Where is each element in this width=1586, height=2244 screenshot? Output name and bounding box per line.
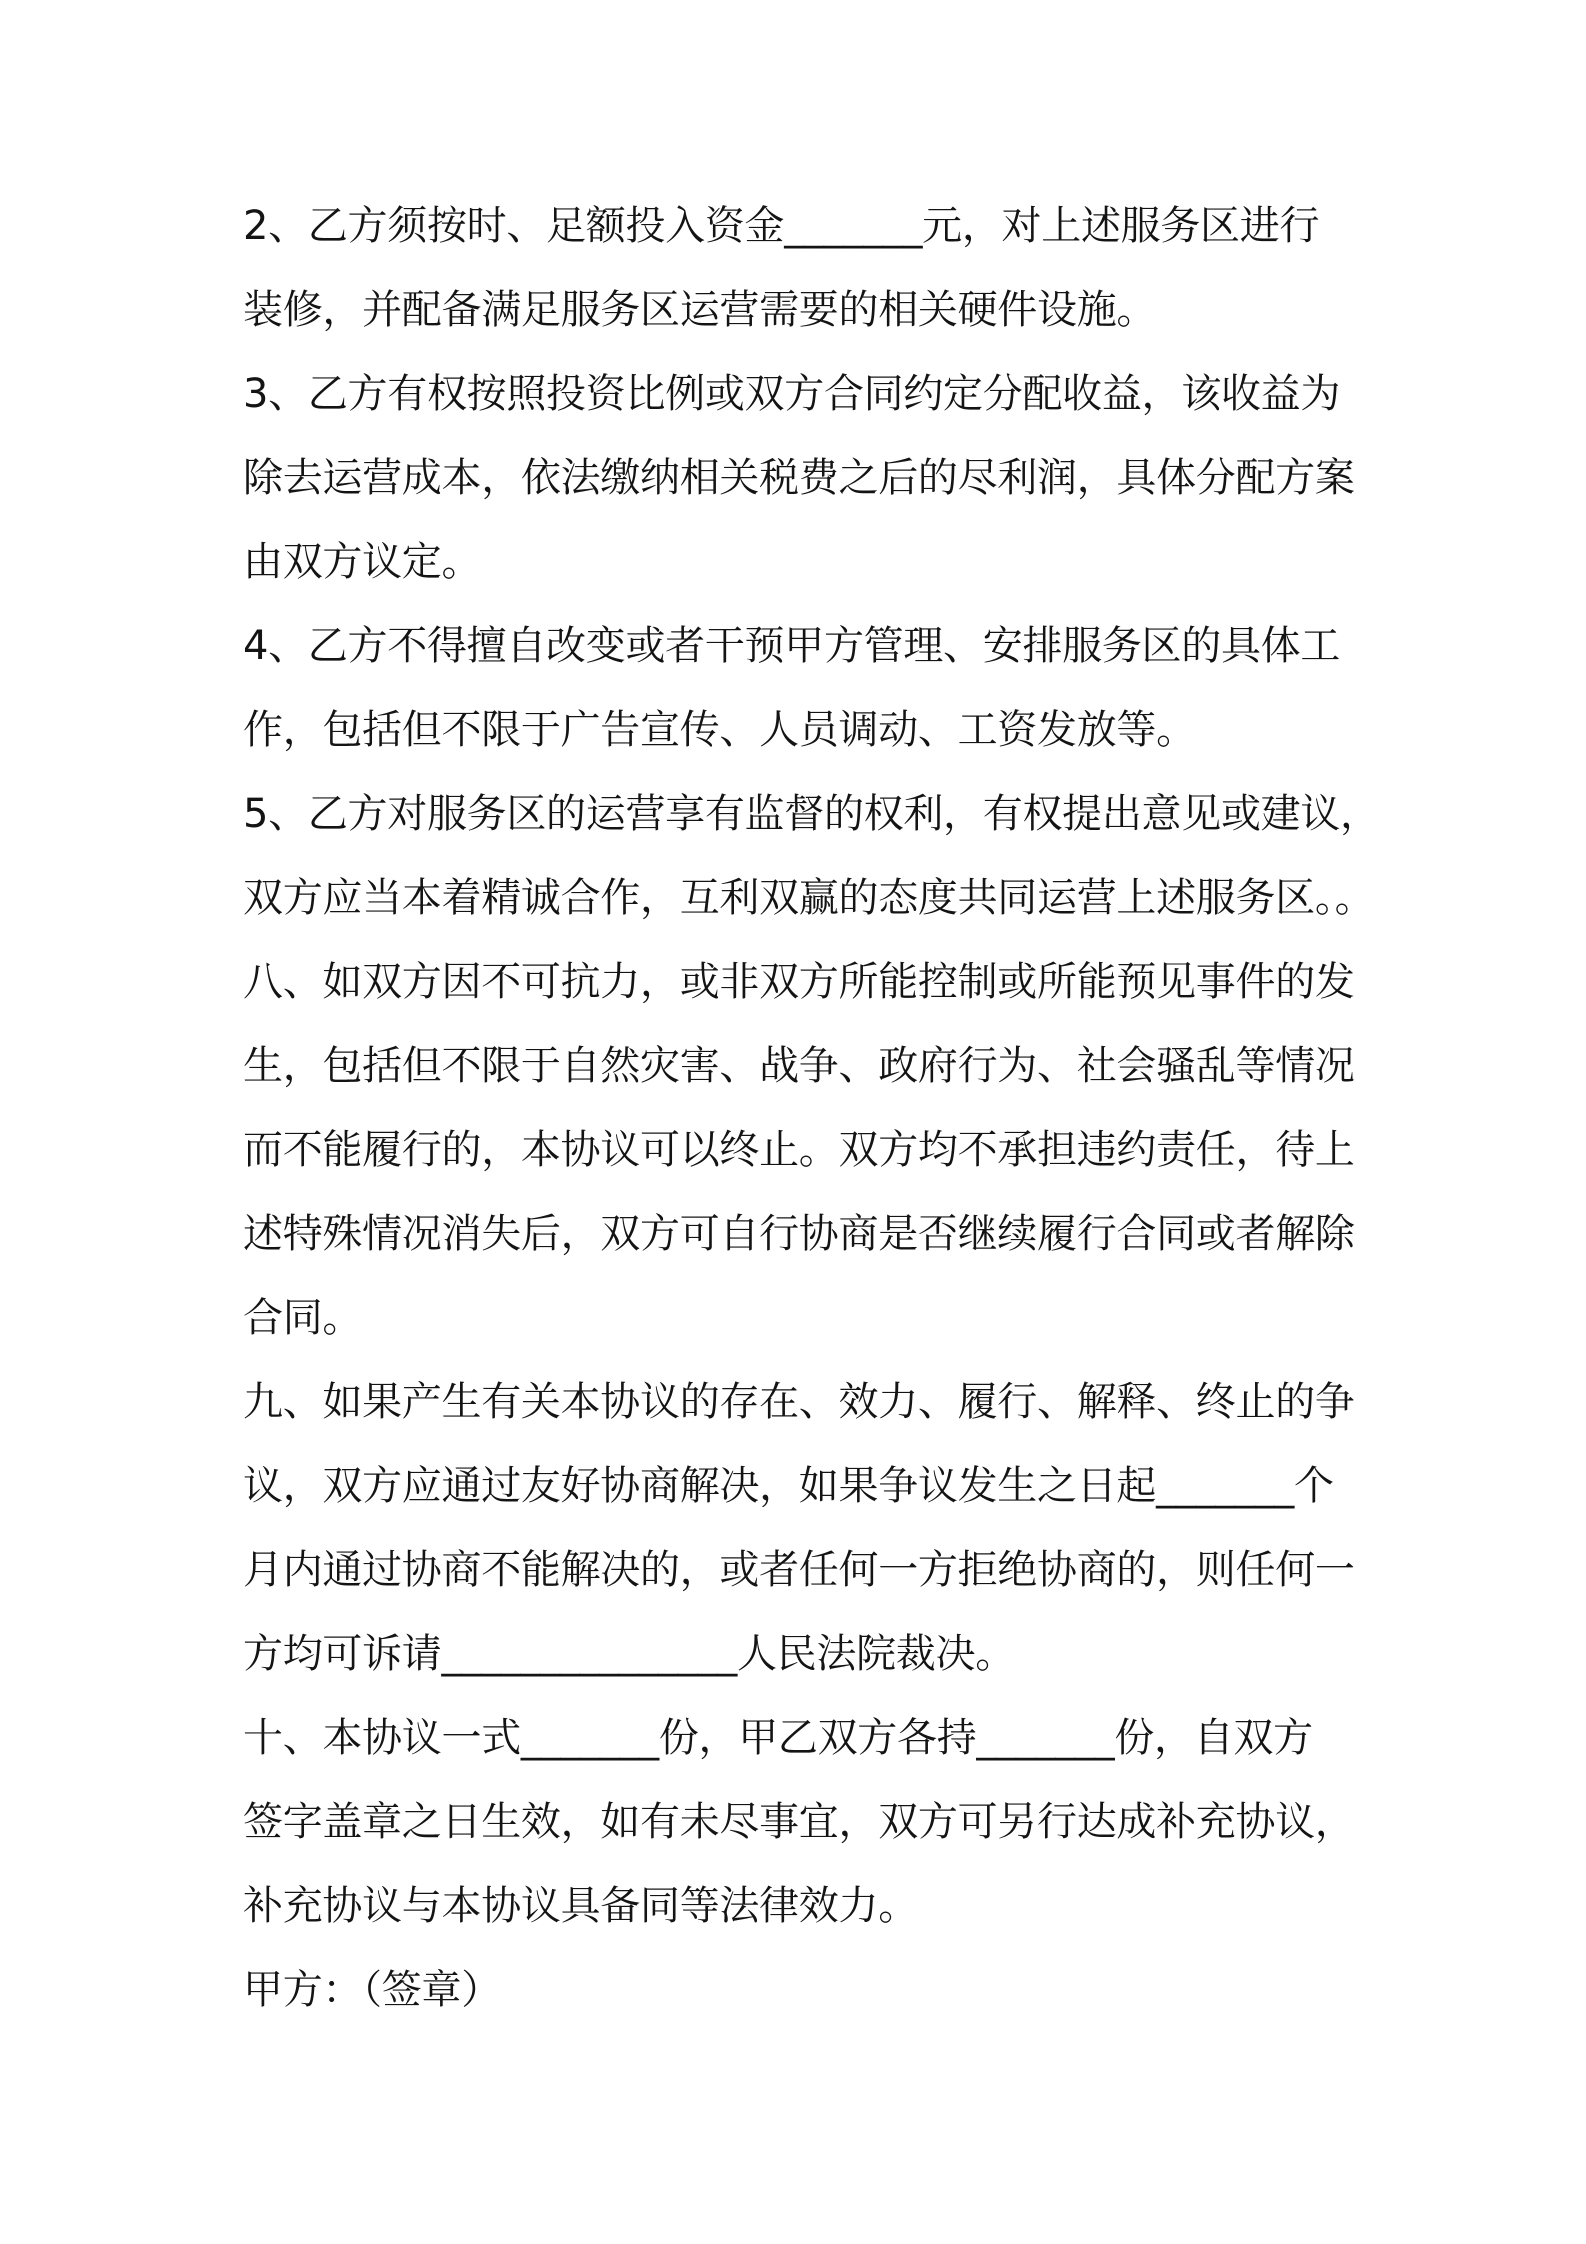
text-line: 八、如双方因不可抗力，或非双方所能控制或所能预见事件的发: [243, 959, 1355, 1005]
text-line: 2、乙方须按时、足额投入资金_______元，对上述服务区进行: [243, 203, 1320, 249]
clause-item-5: [243, 772, 1543, 940]
text-line: 月内通过协商不能解决的，或者任何一方拒绝协商的，则任何一: [243, 1547, 1355, 1593]
text-line: 九、如果产生有关本协议的存在、效力、履行、解释、终止的争: [243, 1379, 1355, 1425]
clause-10-copies-effectiveness: [243, 1696, 1543, 1948]
text-line: 议，双方应通过友好协商解决，如果争议发生之日起_______个: [243, 1463, 1334, 1509]
text-line: 装修，并配备满足服务区运营需要的相关硬件设施。: [243, 287, 1157, 333]
clause-item-3: [243, 352, 1543, 604]
text-line: 作，包括但不限于广告宣传、人员调动、工资发放等。: [243, 707, 1196, 753]
text-line: 签字盖章之日生效，如有未尽事宜，双方可另行达成补充协议，: [243, 1799, 1355, 1845]
clause-8-force-majeure: [243, 940, 1543, 1360]
text-line: 合同。: [243, 1295, 363, 1341]
clause-9-dispute-resolution: [243, 1360, 1543, 1696]
text-line: 5、乙方对服务区的运营享有监督的权利，有权提出意见或建议，: [243, 791, 1380, 837]
text-line: 由双方议定。: [243, 539, 482, 585]
text-line: 生，包括但不限于自然灾害、战争、政府行为、社会骚乱等情况: [243, 1043, 1355, 1089]
text-line: 十、本协议一式_______份，甲乙双方各持_______份，自双方: [243, 1715, 1313, 1761]
party-a-signature: [243, 1948, 1543, 2032]
text-line: 3、乙方有权按照投资比例或双方合同约定分配收益，该收益为: [243, 371, 1341, 417]
clause-item-2: [243, 184, 1543, 352]
text-line: 方均可诉请_______________人民法院裁决。: [243, 1631, 1015, 1677]
text-line: 双方应当本着精诚合作，互利双赢的态度共同运营上述服务区。。: [243, 875, 1375, 921]
text-line: 除去运营成本，依法缴纳相关税费之后的尽利润，具体分配方案: [243, 455, 1355, 501]
document-body: [243, 184, 1543, 2032]
text-line: 而不能履行的，本协议可以终止。双方均不承担违约责任，待上: [243, 1127, 1355, 1173]
clause-item-4: [243, 604, 1543, 772]
party-a-signature-label: 甲方：（签章）: [243, 1967, 501, 2013]
text-line: 补充协议与本协议具备同等法律效力。: [243, 1883, 918, 1929]
text-line: 述特殊情况消失后，双方可自行协商是否继续履行合同或者解除: [243, 1211, 1355, 1257]
text-line: 4、乙方不得擅自改变或者干预甲方管理、安排服务区的具体工: [243, 623, 1341, 669]
